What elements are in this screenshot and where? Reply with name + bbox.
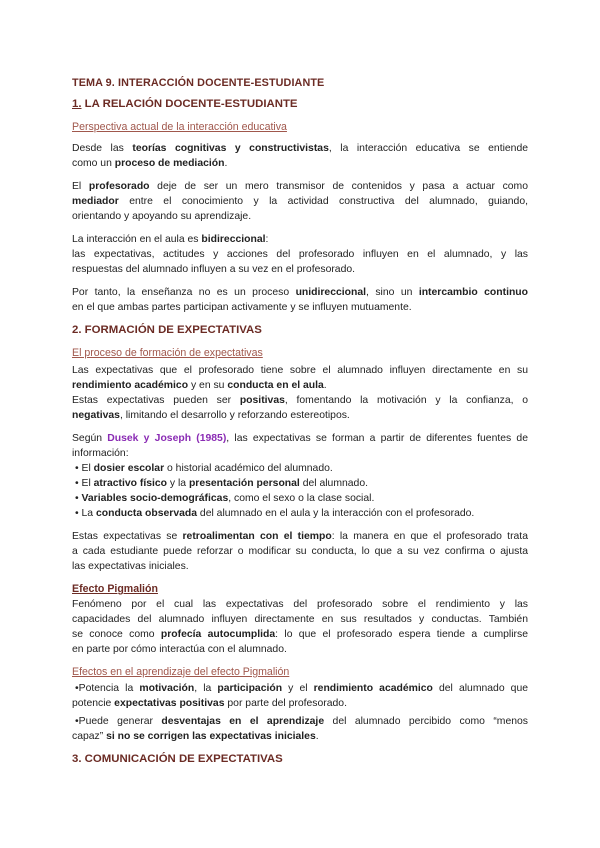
section-1-heading [72,97,528,112]
subheading-perspectiva: Perspectiva actual de la interacción educativa [72,121,287,133]
section-1-number: 1. [72,98,82,110]
paragraph-positivas: Estas expectativas pueden ser positivas, fomentando la motivación y la confianza, o negativas, limitando el desarrollo y reforzando estereotipos. [72,395,529,421]
list-item: • El dosier escolar o historial académico del alumnado. [75,463,333,474]
section-1-title: LA RELACIÓN DOCENTE-ESTUDIANTE [84,98,298,110]
paragraph-pigmalion: Fenómeno por el cual las expectativas del profesorado sobre el rendimiento y las capacidades del alumnado influyen directamente en sus resultados y conductas. También se conoce como profecía autocumplida: lo que el profesorado espera tiende a cumplirse en parte por cómo interactúa con el alumnado. [72,599,528,655]
citation-dusek-joseph: Dusek y Joseph (1985) [107,433,227,444]
paragraph-retroalimentan: Estas expectativas se retroalimentan con el tiempo: la manera en que el profesorado trata a cada estudiante puede reforzar o modificar su conducta, lo que a su vez confirma o ajusta las expectativas iniciales. [72,531,528,572]
paragraph-teorias: Desde las teorías cognitivas y constructivistas, la interacción educativa se entiende como un proceso de mediación. [72,143,529,169]
paragraph-bidireccional: La interacción en el aula es bidireccional: las expectativas, actitudes y acciones del profesorado influyen en el alumnado, y las respuestas del alumnado influyen a su vez en el profesorado. [72,234,528,275]
paragraph-intercambio: Por tanto, la enseñanza no es un proceso unidireccional, sino un intercambio continuo en el que ambas partes participan activamente y se influyen mutuamente. [72,287,528,313]
list-item: • La conducta observada del alumnado en el aula y la interacción con el profesorado. [75,508,475,519]
list-item: • El atractivo físico y la presentación personal del alumnado. [75,478,368,489]
subheading-proceso: El proceso de formación de expectativas [72,347,263,359]
paragraph-profesorado: El profesorado deje de ser un mero transmisor de contenidos y pasa a actuar como mediador entre el conocimiento y la actividad constructiva del alumnado, guiando, orientando y apoyando su aprendizaje. [72,181,528,222]
subheading-efectos-aprendizaje: Efectos en el aprendizaje del efecto Pigmalión [72,666,290,678]
effect-item-motivacion: •Potencia la motivación, la participación y el rendimiento académico del alumnado que potencie expectativas positivas por parte del profesorado. [72,683,529,709]
effect-item-desventajas: •Puede generar desventajas en el aprendizaje del alumnado percibido como “menos capaz” si no se corrigen las expectativas iniciales. [72,716,528,742]
subheading-efecto-pigmalion: Efecto Pigmalión [72,583,158,595]
paragraph-rendimiento: Las expectativas que el profesorado tiene sobre el alumnado influyen directamente en su rendimiento académico y en su conducta en el aula. [72,365,528,391]
section-2-heading: 2. FORMACIÓN DE EXPECTATIVAS [72,324,262,336]
list-item: • Variables socio-demográficas, como el sexo o la clase social. [75,493,375,504]
section-3-heading: 3. COMUNICACIÓN DE EXPECTATIVAS [72,753,283,765]
paragraph-fuentes: Según Dusek y Joseph (1985), las expectativas se forman a partir de diferentes fuentes de información: • El dosier escolar o historial académico del alumnado. • El atractivo físico y la presentación personal del alumnado. • Variables socio-demográficas, como el sexo o la clase social. • La conducta observada del alumnado en el aula y la interacción con el profesorado. [72,433,528,519]
document-page [72,76,528,775]
document-title: TEMA 9. INTERACCIÓN DOCENTE-ESTUDIANTE [72,77,325,89]
